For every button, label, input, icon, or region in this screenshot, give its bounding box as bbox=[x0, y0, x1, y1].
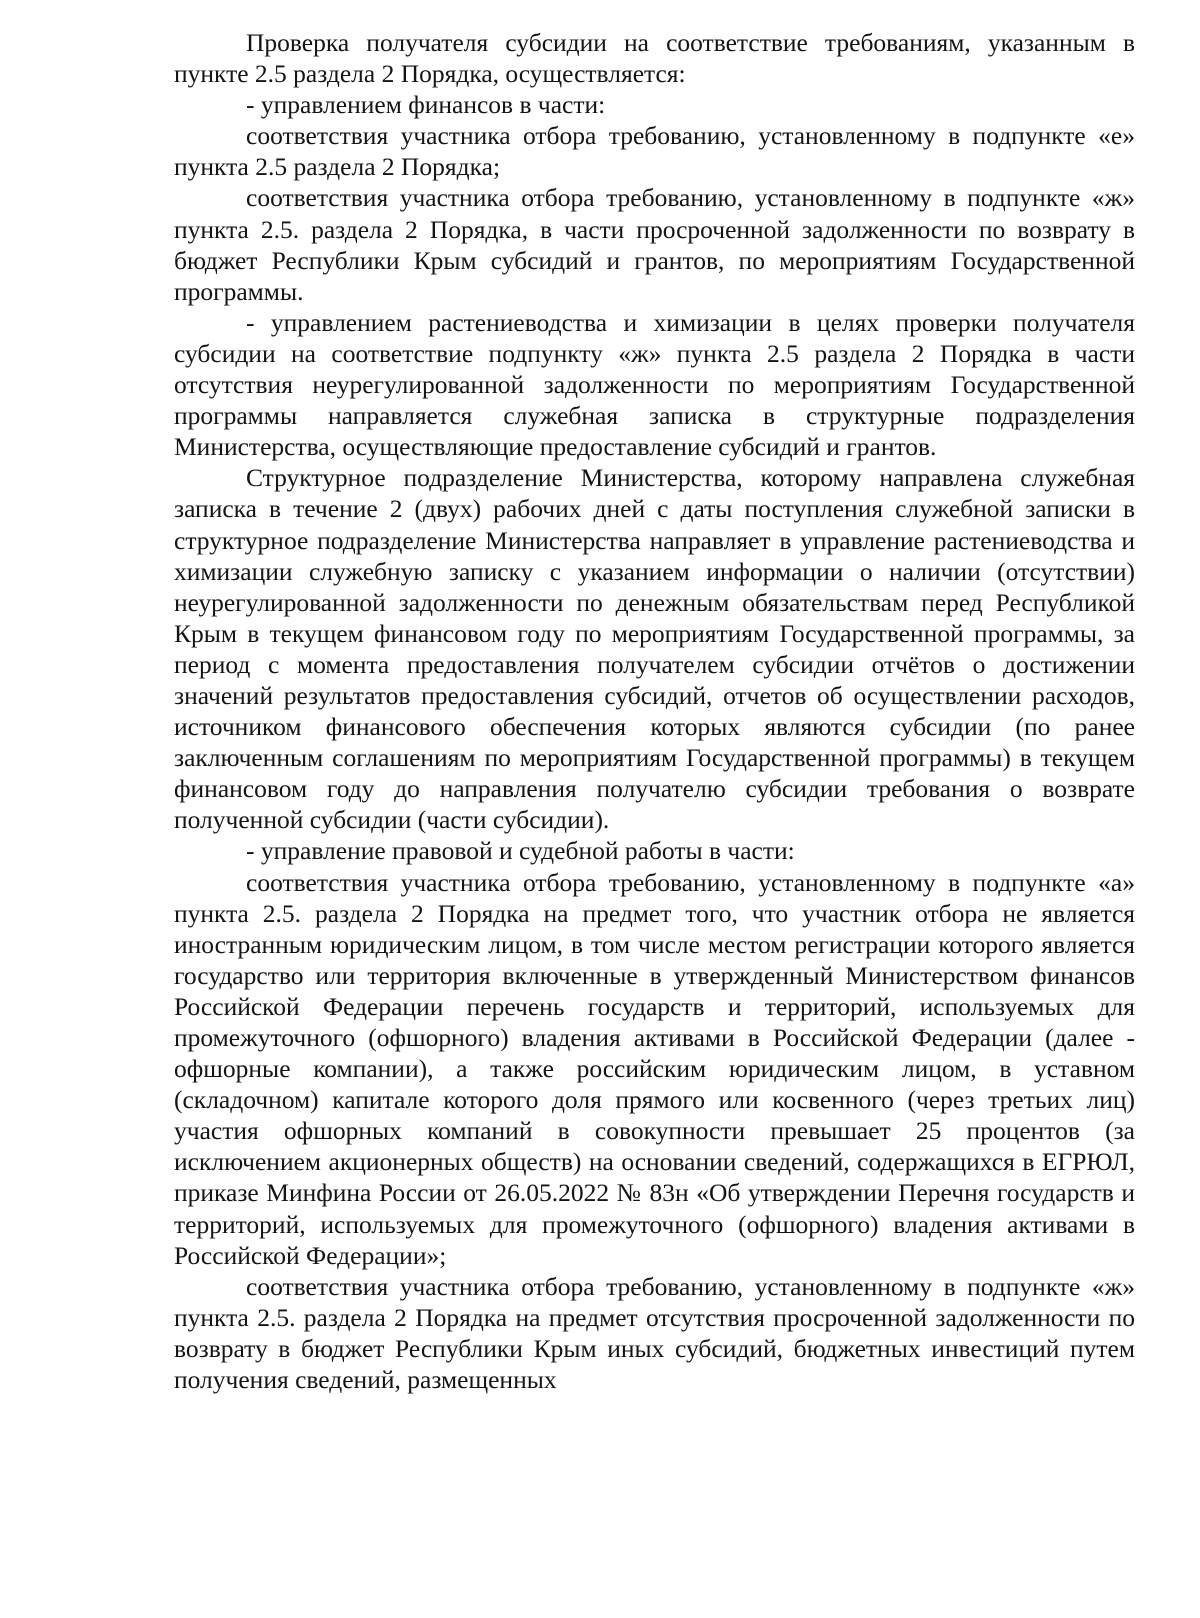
paragraph-requirement-zh-budget: соответствия участника отбора требованию, установленному в подпункте «ж» пункта 2.5. раздела 2 Порядка на предмет отсутствия просроченной задолженности по возврату в бюджет Республики Крым иных субсидий, бюджетных инвестиций путем получения сведений, размещенных bbox=[174, 1271, 1135, 1395]
paragraph-structural-unit: Структурное подразделение Министерства, которому направлена служебная записка в течение 2 (двух) рабочих дней с даты поступления служебной записки в структурное подразделение Министерства направляет в управление растениеводства и химизации служебную записку с указанием информации о наличии (отсутствии) неурегулированной задолженности по денежным обязательствам перед Республикой Крым в текущем финансовом году по мероприятиям Государственной программы, за период с момента предоставления получателем субсидии отчётов о достижении значений результатов предоставления субсидий, отчетов об осуществлении расходов, источником финансового обеспечения которых являются субсидии (по ранее заключенным соглашениям по мероприятиям Государственной программы) в текущем финансовом году до направления получателю субсидии требования о возврате полученной субсидии (части субсидии). bbox=[174, 463, 1135, 835]
paragraph-requirement-a-offshore: соответствия участника отбора требованию, установленному в подпункте «а» пункта 2.5. раздела 2 Порядка на предмет того, что участник отбора не является иностранным юридическим лицом, в том числе местом регистрации которого является государство или территория включенные в утвержденный Министерством финансов Российской Федерации перечень государств и территорий, используемых для промежуточного (офшорного) владения активами в Российской Федерации (далее - офшорные компании), а также российским юридическим лицом, в уставном (складочном) капитале которого доля прямого или косвенного (через третьих лиц) участия офшорных компаний в совокупности превышает 25 процентов (за исключением акционерных обществ) на основании сведений, содержащихся в ЕГРЮЛ, приказе Минфина России от 26.05.2022 № 83н «Об утверждении Перечня государств и территорий, используемых для промежуточного (офшорного) владения активами в Российской Федерации»; bbox=[174, 867, 1135, 1270]
paragraph-requirement-zh-overdue-debt: соответствия участника отбора требованию, установленному в подпункте «ж» пункта 2.5. раздела 2 Порядка, в части просроченной задолженности по возврату в бюджет Республики Крым субсидий и грантов, по мероприятиям Государственной программы. bbox=[174, 183, 1135, 306]
document-page bbox=[174, 27, 1135, 1395]
paragraph-legal-department: - управление правовой и судебной работы в части: bbox=[246, 836, 795, 866]
paragraph-requirement-e: соответствия участника отбора требованию, установленному в подпункте «е» пункта 2.5 раздела 2 Порядка; bbox=[174, 121, 1135, 182]
paragraph-finance-department: - управлением финансов в части: bbox=[246, 90, 606, 120]
paragraph-verification-intro: Проверка получателя субсидии на соответствие требованиям, указанным в пункте 2.5 раздела 2 Порядка, осуществляется: bbox=[174, 28, 1135, 89]
paragraph-crop-department: - управлением растениеводства и химизации в целях проверки получателя субсидии на соответствие подпункту «ж» пункта 2.5 раздела 2 Порядка в части отсутствия неурегулированной задолженности по мероприятиям Государственной программы направляется служебная записка в структурные подразделения Министерства, осуществляющие предоставление субсидий и грантов. bbox=[174, 307, 1135, 462]
